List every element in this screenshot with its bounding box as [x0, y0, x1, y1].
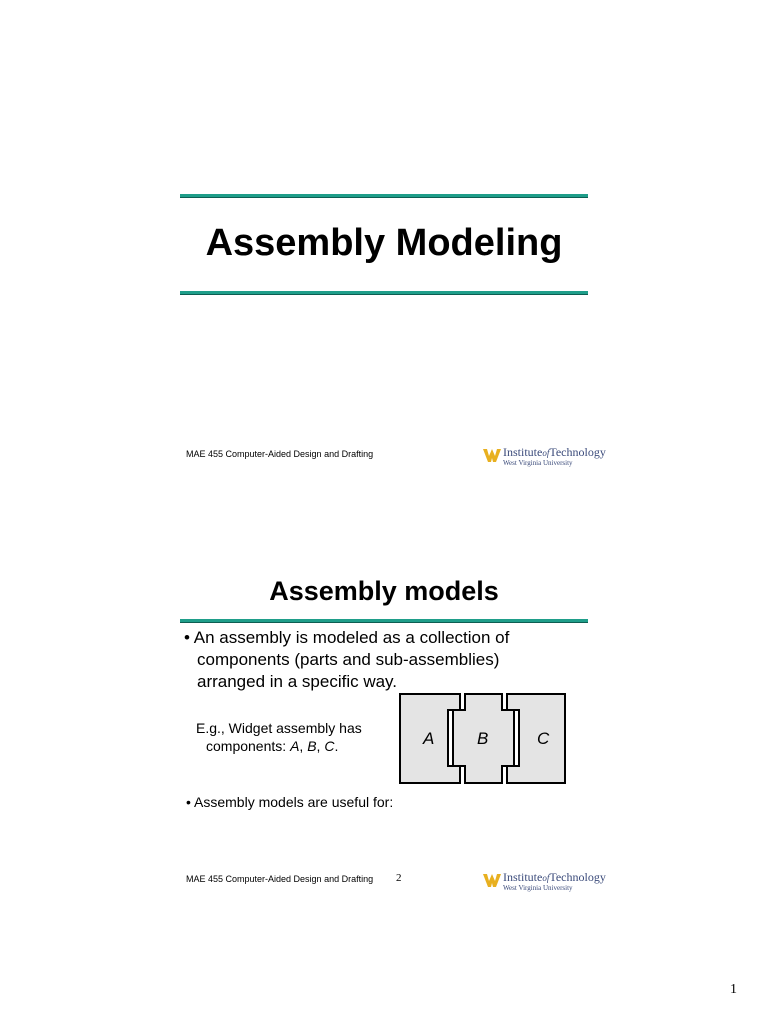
part-a-label: A [423, 729, 435, 748]
title-rule [180, 619, 588, 623]
part-c [507, 694, 565, 783]
bullet-1: • An assembly is modeled as a collection of components (parts and sub-assemblies) arranged in a specific way. [184, 628, 510, 691]
slide-footer: MAE 455 Computer-Aided Design and Drafting [186, 449, 374, 459]
part-c-label: C [537, 729, 550, 748]
wv-logo-icon [483, 447, 501, 463]
wv-logo-icon [483, 872, 501, 888]
assembly-diagram [398, 690, 568, 787]
slide-title: Assembly models [269, 576, 499, 606]
wvu-logo: InstituteofTechnology West Virginia University [483, 445, 593, 469]
bullet-2: • Assembly models are useful for: [186, 794, 394, 810]
slide-number: 2 [396, 872, 402, 884]
bottom-rule [180, 291, 588, 295]
top-rule [180, 194, 588, 198]
example-text: E.g., Widget assembly has components: A, B, C. [196, 720, 362, 754]
part-b-label: B [477, 729, 489, 748]
page-number: 1 [730, 982, 737, 997]
wvu-logo: InstituteofTechnology West Virginia University [483, 870, 593, 894]
slide-title: Assembly Modeling [205, 222, 563, 264]
slide-footer: MAE 455 Computer-Aided Design and Drafting [186, 874, 374, 884]
